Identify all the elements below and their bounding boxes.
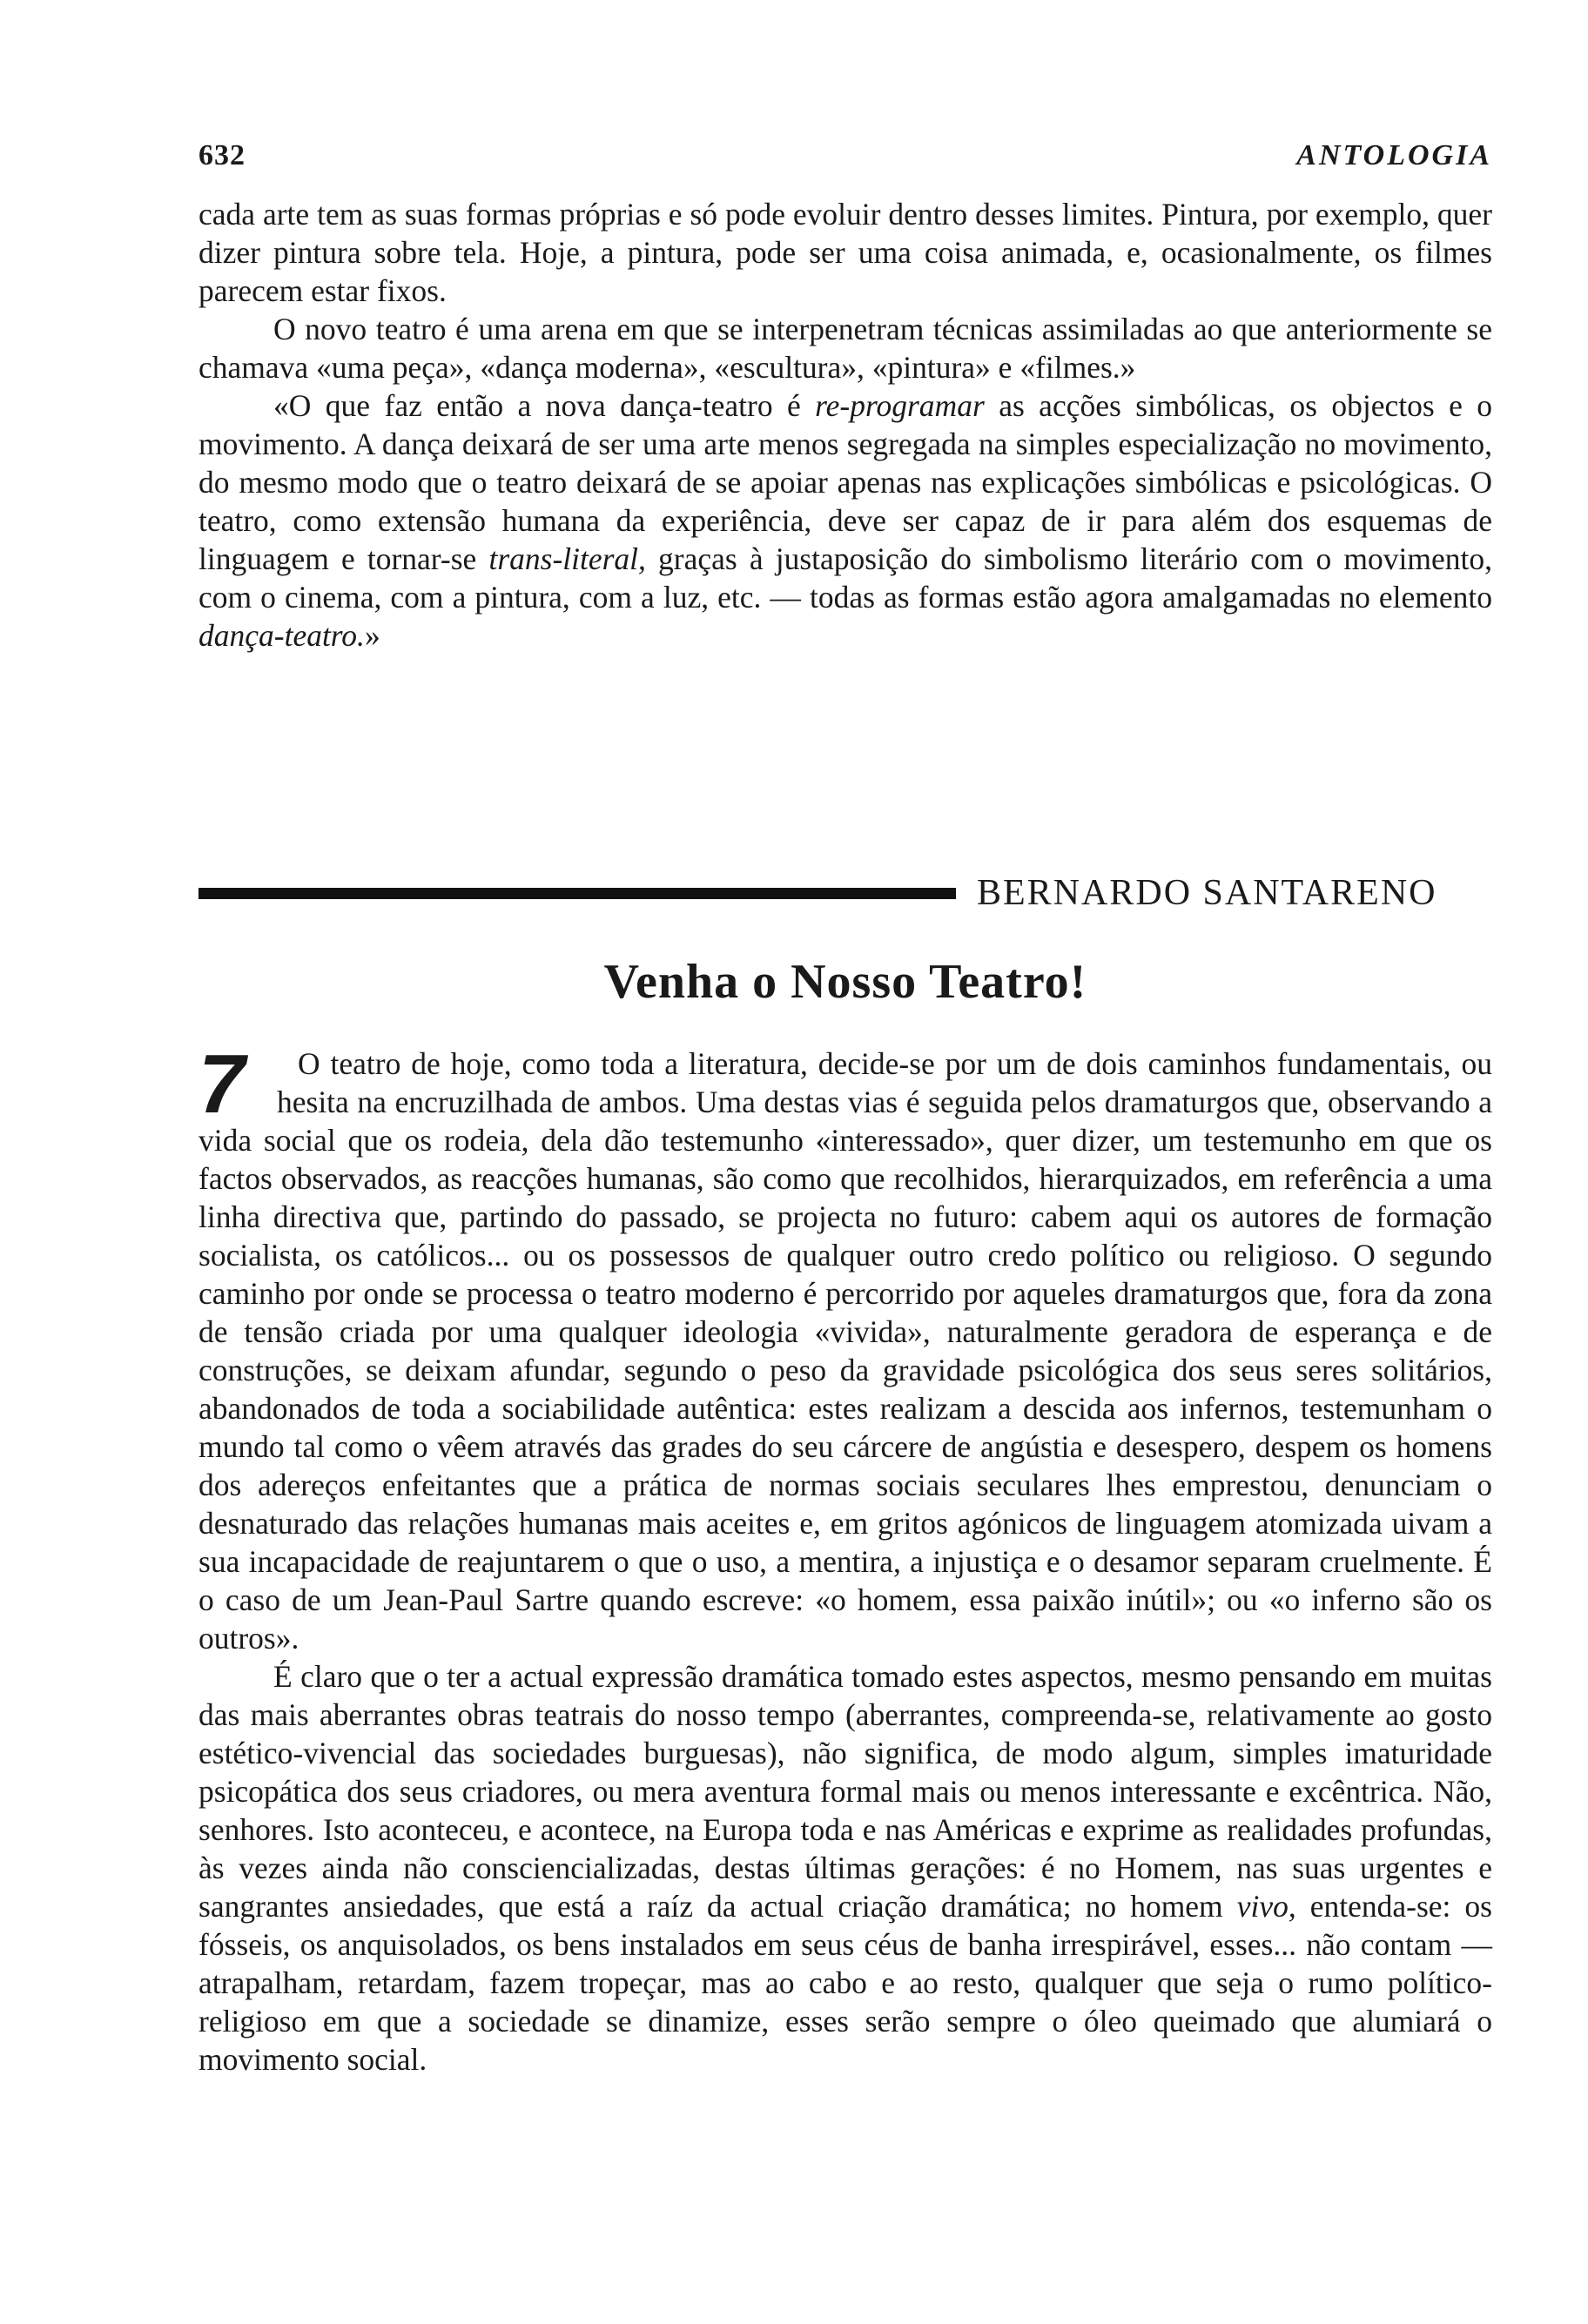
piece-body — [198, 1038, 1492, 2079]
paragraph — [198, 1038, 1492, 1657]
text-run: as acções simbólicas, os objectos e o movimento. A dança deixará de ser uma arte menos segregada na simples especialização no movimento, do mesmo modo que o teatro deixará de se apoiar apenas nas explicações simbólicas e psicológicas. O teatro, como extensão humana da experiência, deve ser capaz de ir para além dos esquemas de linguagem e tornar-se — [198, 388, 1492, 576]
text-run: graças à justaposição do simbolismo literário com o movimento, com o cinema, com a pintura, com a luz, etc. — todas as formas estão agora amalgamadas no elemento — [198, 541, 1492, 615]
paragraph: O novo teatro é uma arena em que se interpenetram técnicas assimiladas ao que anteriormente se chamava «uma peça», «dança moderna», «escultura», «pintura» e «filmes.» — [198, 312, 1492, 385]
text-run: «O que faz então a nova dança-teatro é — [273, 388, 816, 423]
italic-term: trans-literal, — [488, 541, 646, 576]
paragraph — [198, 1657, 1492, 2079]
text-run: É claro que o ter a actual expressão dramática tomado estes aspectos, mesmo pensando em muitas das mais aberrantes obras teatrais do nosso tempo (aberrantes, compreenda-se, relativamente ao gosto estético-vivencial das sociedades burguesas), não significa, de modo algum, simples imaturidade psicopática dos seus criadores, ou mera aventura formal mais ou menos interessante e excêntrica. Não, senhores. Isto aconteceu, e acontece, na Europa toda e nas Américas e exprime as realidades profundas, às vezes ainda não consciencializadas, destas últimas gerações: é no Homem, nas suas urgentes e sangrantes ansiedades, que está a raíz da actual criação dramática; no homem — [198, 1659, 1492, 1924]
italic-term: re-programar — [815, 388, 985, 423]
book-page — [198, 139, 1492, 2077]
continued-text — [198, 195, 1492, 655]
section-title: ANTOLOGIA — [1296, 139, 1492, 171]
italic-term: dança-teatro. — [198, 618, 365, 653]
page-number: 632 — [198, 139, 246, 171]
heading-rule — [198, 888, 956, 899]
running-head — [198, 139, 1492, 188]
section-numeral: 7 — [198, 1038, 246, 1131]
text-run: O teatro de hoje, como toda a literatura, decide-se por um de dois caminhos fundamentais, ou hesita na encruzilhada de ambos. Uma destas vias é seguida pelos dramaturgos que, observando a vida social que os rodeia, dela dão testemunho «interessado», quer dizer, um testemunho em que os factos observados, as reacções humanas, são como que recolhidos, hierarquizados, em referência a uma linha directiva que, partindo do passado, se projecta no futuro: cabem aqui os autores de formação socialista, os católicos... ou os possessos de qualquer outro credo político ou religioso. O segundo caminho por onde se processa o teatro moderno é percorrido por aqueles dramaturgos que, fora da zona de tensão criada por uma qualquer ideologia «vivida», naturalmente geradora de esperança e de construções, se deixam afundar, segundo o peso da gravidade psicológica dos seus seres solitários, abandonados de toda a sociabilidade autêntica: estes realizam a descida aos infernos, testemunham o mundo tal como o vêem através das grades do seu cárcere de angústia e desespero, despem os homens dos adereços enfeitantes que a prática de normas sociais seculares lhes emprestou, denunciam o desnaturado das relações humanas mais aceites e, em gritos agónicos de linguagem atomizada uivam a sua incapacidade de reajuntarem o que o uso, a mentira, a injustiça e o desamor separam cruelmente. É o caso de um Jean-Paul Sartre quando escreve: «o homem, essa paixão inútil»; ou «o inferno são os outros». — [198, 1046, 1492, 1656]
text-run: entenda-se: os fósseis, os anquisolados, os bens instalados em seus céus de banha irrespirável, esses... não contam — atrapalham, retardam, fazem tropeçar, mas ao cabo e ao resto, qualquer que seja o rumo político-religioso em que a sociedade se dinamize, esses serão sempre o óleo queimado que alumiará o movimento social. — [198, 1889, 1492, 2077]
author-heading — [198, 867, 1492, 919]
quoted-paragraph — [198, 386, 1492, 655]
author-name: BERNARDO SANTARENO — [977, 873, 1437, 913]
paragraph: cada arte tem as suas formas próprias e só pode evoluir dentro desses limites. Pintura, por exemplo, quer dizer pintura sobre tela. Hoje, a pintura, pode ser uma coisa animada, e, ocasionalmente, os filmes parecem estar fixos. — [198, 197, 1492, 308]
italic-term: vivo, — [1236, 1889, 1296, 1924]
piece-title: Venha o Nosso Teatro! — [603, 955, 1087, 1009]
text-run: » — [364, 618, 380, 653]
